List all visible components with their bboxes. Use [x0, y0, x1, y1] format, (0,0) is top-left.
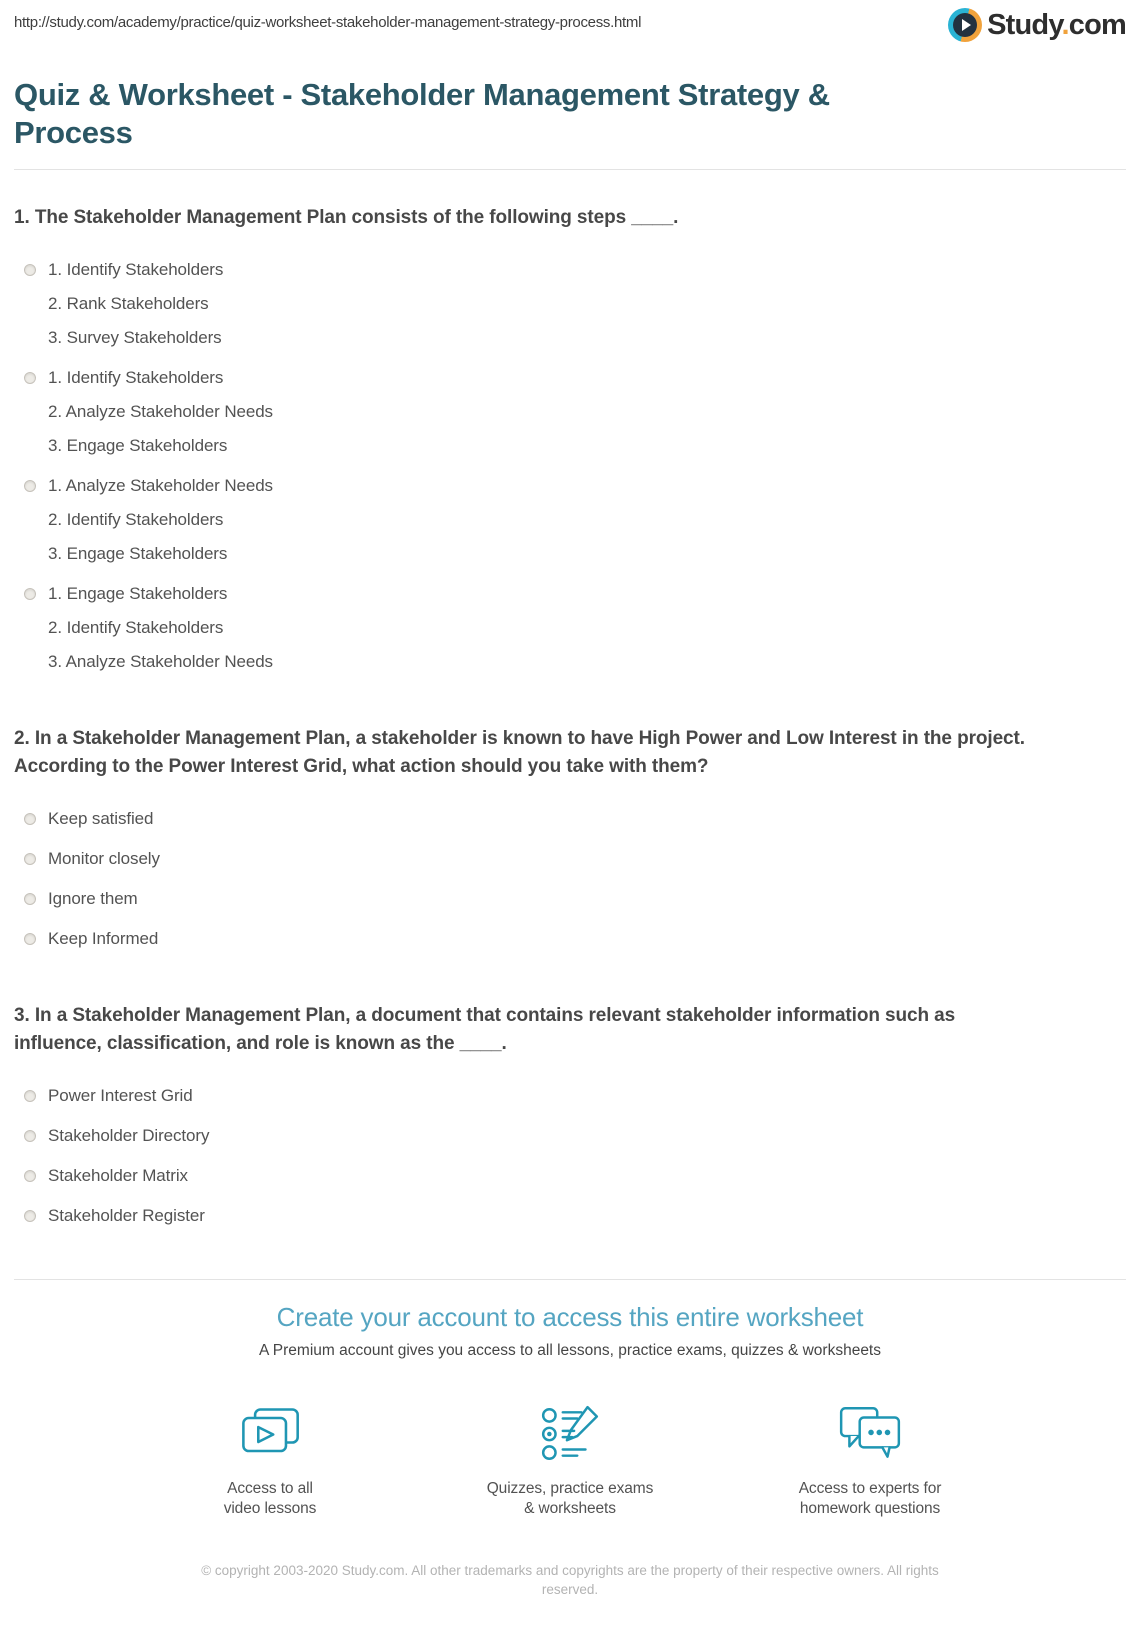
- cta-section: [14, 1302, 1126, 1519]
- radio-button[interactable]: [24, 813, 36, 825]
- cta-heading[interactable]: Create your account to access this entire worksheet: [276, 1302, 864, 1332]
- studycom-play-icon: [948, 8, 982, 42]
- option-line: 2. Identify Stakeholders: [48, 510, 224, 529]
- page-url: http://study.com/academy/practice/quiz-worksheet-stakeholder-management-strategy-process.html: [14, 14, 642, 31]
- question-2-text: 2. In a Stakeholder Management Plan, a stakeholder is known to have High Power and Low Interest in the project. According to the Power Interest Grid, what action should you take with them?: [14, 728, 1025, 777]
- question-3-option-1[interactable]: [14, 1079, 1126, 1113]
- feature-label: Access to all video lessons: [223, 1480, 317, 1517]
- question-2-option-2[interactable]: [14, 842, 1126, 876]
- question-1-option-2[interactable]: [14, 361, 1126, 463]
- studycom-logo[interactable]: [948, 8, 1126, 42]
- divider-top: [14, 169, 1126, 170]
- studycom-logo-text: Study.com: [987, 9, 1126, 41]
- radio-button[interactable]: [24, 264, 36, 276]
- feature-homework-experts: [755, 1402, 985, 1519]
- radio-button[interactable]: [24, 480, 36, 492]
- radio-button[interactable]: [24, 588, 36, 600]
- copyright-text: © copyright 2003-2020 Study.com. All other trademarks and copyrights are the property of their respective owners. All rights reserved.: [201, 1563, 939, 1597]
- question-2-option-4[interactable]: [14, 922, 1126, 956]
- question-1-option-4[interactable]: [14, 577, 1126, 679]
- experts-chat-icon: [836, 1402, 904, 1466]
- radio-button[interactable]: [24, 1170, 36, 1182]
- question-3-option-4[interactable]: [14, 1199, 1126, 1233]
- feature-label: Quizzes, practice exams & worksheets: [486, 1480, 654, 1517]
- option-line: Keep Informed: [48, 929, 159, 948]
- feature-video-lessons: [155, 1402, 385, 1519]
- question-3-option-2[interactable]: [14, 1119, 1126, 1153]
- footer: [175, 1561, 965, 1627]
- option-line: 1. Identify Stakeholders: [48, 260, 224, 279]
- quiz-worksheet-icon: [538, 1402, 602, 1466]
- option-line: Stakeholder Register: [48, 1206, 205, 1225]
- option-line: 3. Analyze Stakeholder Needs: [48, 652, 273, 671]
- option-line: 1. Identify Stakeholders: [48, 368, 224, 387]
- question-1-option-3[interactable]: [14, 469, 1126, 571]
- page-title-line: Process: [14, 115, 133, 150]
- option-line: 1. Engage Stakeholders: [48, 584, 228, 603]
- questions: [14, 204, 1126, 1279]
- question-1-option-1[interactable]: [14, 253, 1126, 355]
- option-line: Ignore them: [48, 889, 138, 908]
- option-line: Stakeholder Matrix: [48, 1166, 188, 1185]
- option-line: 3. Engage Stakeholders: [48, 544, 228, 563]
- radio-button[interactable]: [24, 893, 36, 905]
- question-2: [14, 725, 1126, 956]
- option-line: 3. Survey Stakeholders: [48, 328, 222, 347]
- option-line: 3. Engage Stakeholders: [48, 436, 228, 455]
- option-line: Power Interest Grid: [48, 1086, 193, 1105]
- radio-button[interactable]: [24, 1210, 36, 1222]
- header: [14, 0, 1126, 52]
- radio-button[interactable]: [24, 1090, 36, 1102]
- feature-label: Access to experts for homework questions: [798, 1480, 942, 1517]
- option-line: 2. Identify Stakeholders: [48, 618, 224, 637]
- question-3-text: 3. In a Stakeholder Management Plan, a document that contains relevant stakeholder information such as influence, classification, and role is known as the ____.: [14, 1005, 956, 1054]
- question-3-option-3[interactable]: [14, 1159, 1126, 1193]
- option-line: Keep satisfied: [48, 809, 154, 828]
- option-line: Monitor closely: [48, 849, 160, 868]
- option-line: 1. Analyze Stakeholder Needs: [48, 476, 273, 495]
- radio-button[interactable]: [24, 933, 36, 945]
- feature-list: [14, 1402, 1126, 1519]
- question-2-option-1[interactable]: [14, 802, 1126, 836]
- option-line: Stakeholder Directory: [48, 1126, 210, 1145]
- feature-quizzes-worksheets: [455, 1402, 685, 1519]
- question-2-option-3[interactable]: [14, 882, 1126, 916]
- video-lessons-icon: [237, 1402, 303, 1466]
- page-title: [14, 76, 1126, 152]
- cta-subheading: A Premium account gives you access to all lessons, practice exams, quizzes & worksheets: [259, 1342, 881, 1359]
- option-line: 2. Rank Stakeholders: [48, 294, 209, 313]
- page-title-line: Quiz & Worksheet - Stakeholder Management Strategy &: [14, 77, 830, 112]
- radio-button[interactable]: [24, 1130, 36, 1142]
- divider-bottom: [14, 1279, 1126, 1280]
- radio-button[interactable]: [24, 853, 36, 865]
- question-1: [14, 204, 1126, 679]
- radio-button[interactable]: [24, 372, 36, 384]
- option-line: 2. Analyze Stakeholder Needs: [48, 402, 273, 421]
- question-1-text: 1. The Stakeholder Management Plan consists of the following steps ____.: [14, 207, 679, 228]
- question-3: [14, 1002, 1126, 1233]
